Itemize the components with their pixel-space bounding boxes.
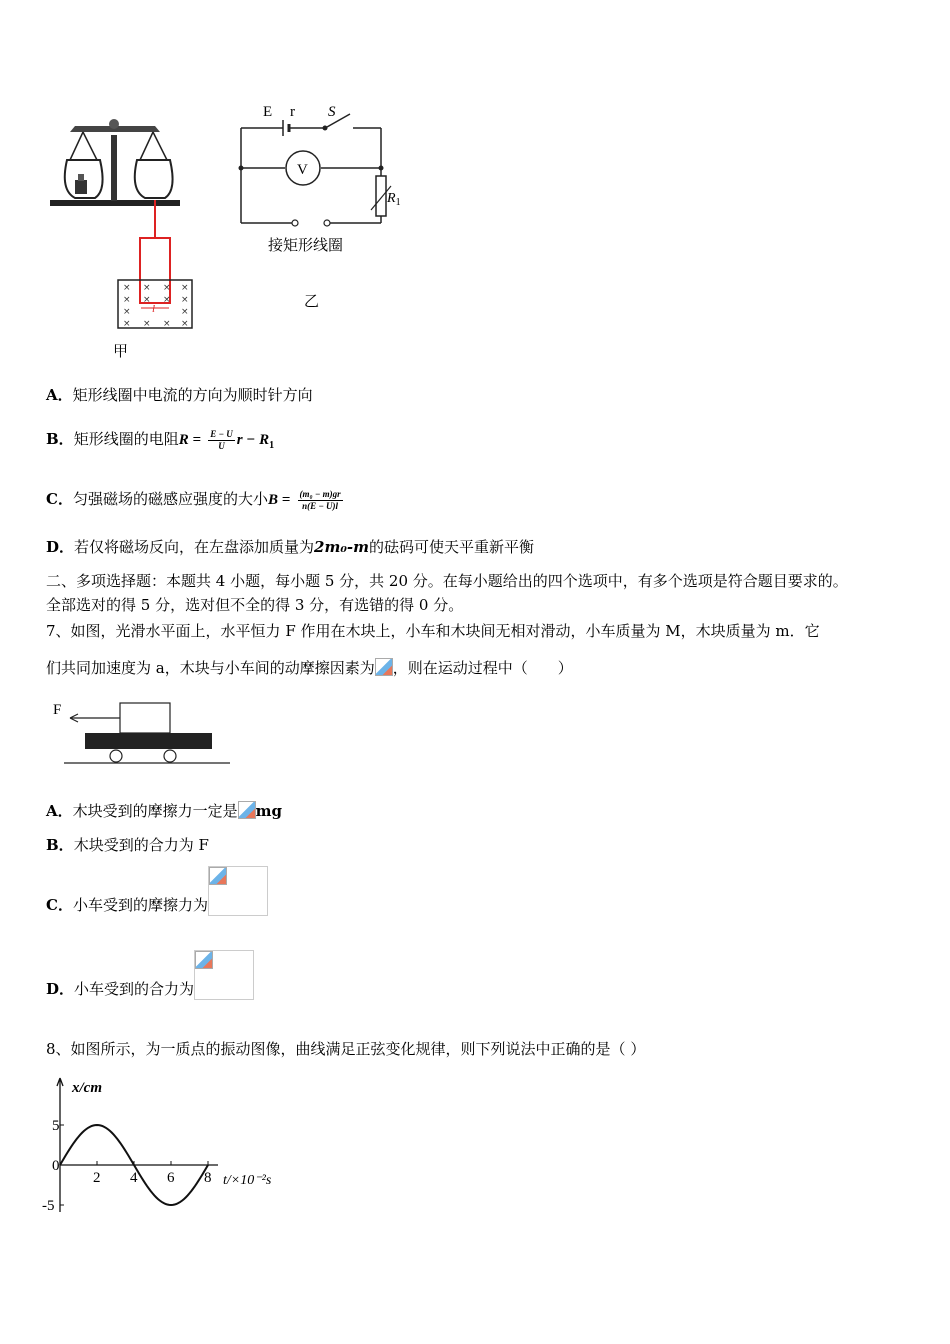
svg-text:×: × xyxy=(163,283,171,293)
svg-text:×: × xyxy=(123,319,131,329)
label-E: E xyxy=(263,104,273,120)
q7-stem-line2: 们共同加速度为 a，木块与小车间的动摩擦因素为 ，则在运动过程中（ ） xyxy=(46,659,573,677)
fraction-c: $\frac{\text{(m₀ − m)gr}}{n(E - U)l}$ xyxy=(299,488,341,511)
broken-formula-image-d xyxy=(194,950,254,1000)
q7-option-d: D．小车受到的合力为 xyxy=(46,950,254,1000)
svg-text:×: × xyxy=(143,319,151,329)
q7-stem-line1: 7、如图，光滑水平面上，水平恒力 F 作用在木块上，小车和木块间无相对滑动，小车质量为 M，木块质量为 m．它 xyxy=(46,622,820,640)
figure-circuit xyxy=(235,98,410,238)
svg-text:×: × xyxy=(181,283,189,293)
svg-text:×: × xyxy=(181,307,189,317)
figure-cart-block xyxy=(50,698,240,770)
label-r: r xyxy=(290,104,295,120)
x-tick-label: 8 xyxy=(204,1170,212,1186)
y-tick-label: -5 xyxy=(42,1198,55,1214)
q6-option-b: B．矩形线圈的电阻R = $\frac{E - U}{U}$ $r - R_1$ xyxy=(46,428,275,451)
coil-length-label: l xyxy=(152,303,156,315)
mu-image-icon xyxy=(375,658,393,676)
svg-text:×: × xyxy=(123,307,131,317)
x-tick-label: 2 xyxy=(93,1170,101,1186)
q7-option-c: C．小车受到的摩擦力为 xyxy=(46,866,268,916)
section2-line2: 全部选对的得 5 分，选对但不全的得 3 分，有选错的得 0 分。 xyxy=(46,596,464,614)
svg-text:×: × xyxy=(123,295,131,305)
svg-text:×: × xyxy=(163,319,171,329)
svg-text:×: × xyxy=(163,295,171,305)
force-label-F: F xyxy=(53,702,62,718)
x-tick-label: 6 xyxy=(167,1170,175,1186)
svg-text:×: × xyxy=(143,295,151,305)
q8-stem: 8、如图所示，为一质点的振动图像，曲线满足正弦变化规律，则下列说法中正确的是（ ） xyxy=(46,1040,646,1058)
svg-text:×: × xyxy=(181,295,189,305)
coil-connect-label: 接矩形线圈 xyxy=(268,236,344,254)
q7-option-b: B．木块受到的合力为 F xyxy=(46,836,209,854)
y-axis-label: x/cm xyxy=(72,1080,102,1096)
svg-text:×: × xyxy=(143,283,151,293)
figure-jia-label: 甲 xyxy=(113,342,129,360)
x-axis-label: t/×10⁻²s xyxy=(223,1173,272,1188)
y-tick-label: 0 xyxy=(52,1158,60,1174)
label-S: S xyxy=(328,104,336,120)
x-tick-label: 4 xyxy=(130,1170,138,1186)
mu-image-icon-a xyxy=(238,801,256,819)
q6-option-d: D．若仅将磁场反向，在左盘添加质量为2m₀-m的砝码可使天平重新平衡 xyxy=(46,538,535,556)
q7-option-a: A．木块受到的摩擦力一定是 mg xyxy=(46,802,283,820)
q6-option-c: C．匀强磁场的磁感应强度的大小B = $\frac{\text{(m₀ − m)gr}}{n(E - U)l}$ xyxy=(46,488,341,511)
y-tick-label: 5 xyxy=(52,1118,60,1134)
broken-formula-image-c xyxy=(208,866,268,916)
section2-line1: 二、多项选择题：本题共 4 小题，每小题 5 分，共 20 分。在每小题给出的四个选项中，有多个选项是符合题目要求的。 xyxy=(46,572,848,590)
figure-yi-label: 乙 xyxy=(304,292,320,310)
svg-text:×: × xyxy=(181,319,189,329)
voltmeter-label: V xyxy=(297,162,308,178)
label-R1: $R_1$ xyxy=(387,191,401,208)
figure-balance xyxy=(45,110,205,340)
vibration-chart xyxy=(40,1070,290,1220)
svg-text:×: × xyxy=(123,283,131,293)
q6-option-a: A．矩形线圈中电流的方向为顺时针方向 xyxy=(46,386,313,404)
fraction-b: $\frac{E - U}{U}$ xyxy=(210,428,233,451)
